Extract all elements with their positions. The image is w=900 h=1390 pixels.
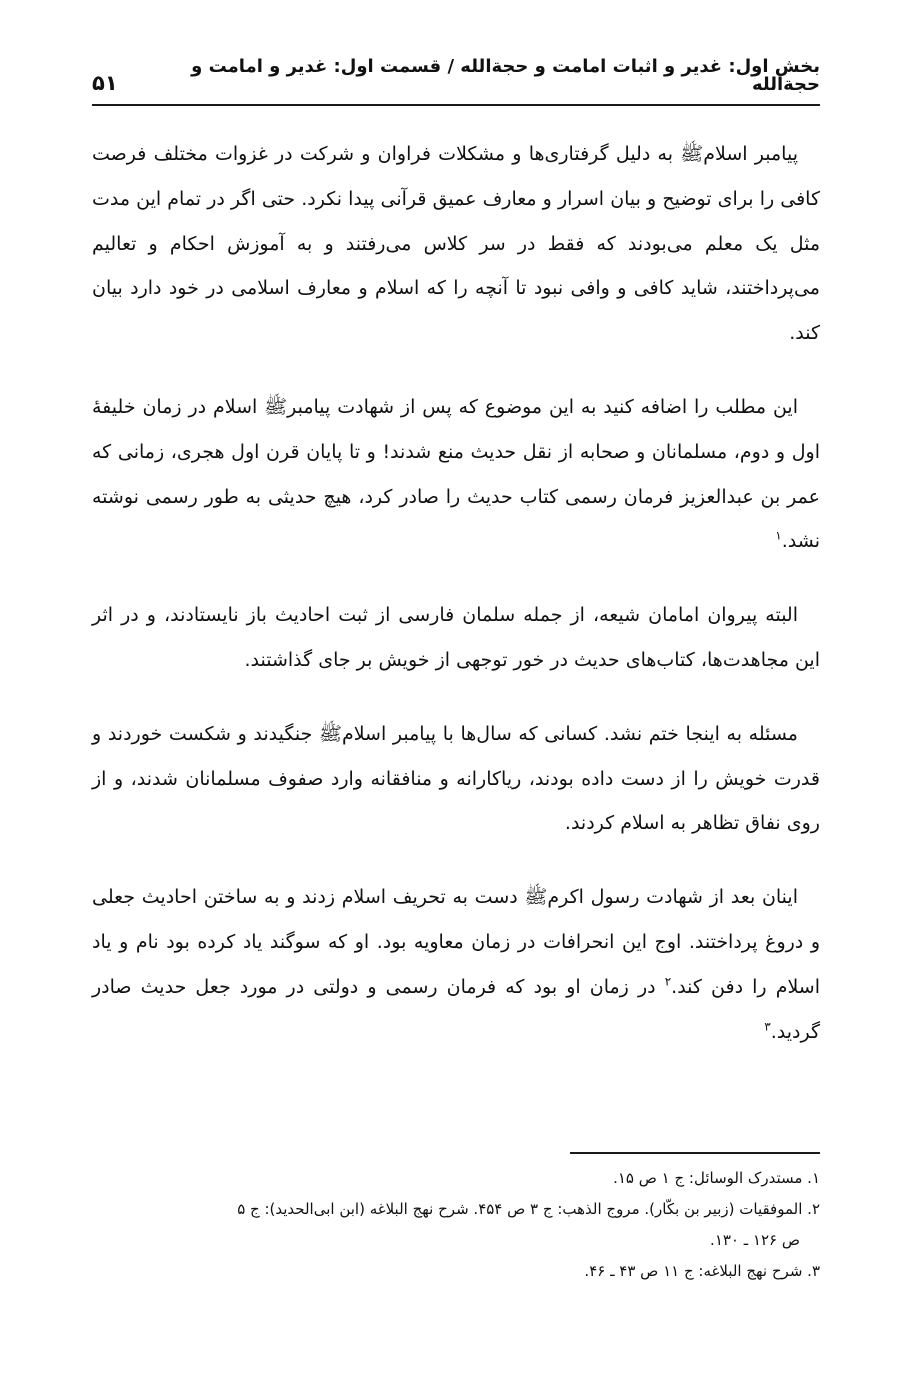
paragraph-5-text-b: در زمان او بود که فرمان رسمی و دولتی در مورد جعل حدیث صادر گردید. [92, 975, 820, 1043]
footnote-mark-2: ۲ [664, 974, 672, 989]
footnote-1: ۱. مستدرک الوسائل: ج ۱ ص ۱۵. [613, 1169, 820, 1187]
book-page [92, 56, 820, 1360]
paragraph-4-text: مسئله به اینجا ختم نشد. کسانی که سال‌ها با پیامبر اسلامﷺ جنگیدند و شکست خوردند و قدرت خویش را از دست داده بودند، ریاکارانه و منافقانه وارد صفوف مسلمانان شدند، و از روی نفاق تظاهر به اسلام کردند. [92, 722, 820, 835]
paragraph-3 [92, 593, 820, 683]
footnote-2: ۲. الموفقیات (زبیر بن بکّار). مروج الذهب: ج ۳ ص ۴۵۴. شرح نهج البلاغه (ابن ابی‌الحدید): ج ۵ [237, 1200, 820, 1218]
footnote-mark-3: ۳ [764, 1019, 771, 1034]
paragraph-2 [92, 385, 820, 564]
page-number: ۵۱ [92, 71, 118, 95]
paragraph-5-text-a: اینان بعد از شهادت رسول اکرمﷺ دست به تحریف اسلام زدند و به ساختن احادیث جعلی و دروغ پرداختند. اوج این انحرافات در زمان معاویه بود. او که سوگند یاد کرده بود نام و یاد اسلام را دفن کند. [92, 886, 820, 998]
body-text [92, 132, 820, 1054]
footnote-3: ۳. شرح نهج البلاغه: ج ۱۱ ص ۴۳ ـ ۴۶. [584, 1262, 820, 1280]
paragraph-1 [92, 132, 820, 356]
running-header [92, 56, 820, 106]
footnote-2-continued: ص ۱۲۶ ـ ۱۳۰. [710, 1231, 800, 1249]
paragraph-2-text: این مطلب را اضافه کنید به این موضوع که پس از شهادت پیامبرﷺ اسلام در زمان خلیفهٔ اول و دوم، مسلمانان و صحابه از نقل حدیث منع شدند! و تا پایان قرن اول هجری، زمانی که عمر بن عبدالعزیز فرمان رسمی کتاب حدیث را صادر کرد، هیچ حدیثی به طور رسمی نوشته نشد. [92, 395, 820, 553]
footnotes [92, 1163, 820, 1287]
paragraph-3-text: البته پیروان امامان شیعه، از جمله سلمان فارسی از ثبت احادیث باز نایستادند، و در اثر این مجاهدت‌ها، کتاب‌های حدیث در خور توجهی از خویش بر جای گذاشتند. [92, 604, 820, 671]
paragraph-5 [92, 875, 820, 1054]
header-title: بخش اول: غدیر و اثبات امامت و حجةالله / قسمت اول: غدیر و امامت و حجةالله [191, 56, 820, 95]
paragraph-1-text: پیامبر اسلامﷺ به دلیل گرفتاری‌ها و مشکلات فراوان و شرکت در غزوات مختلف فرصت کافی را برای توضیح و بیان اسرار و معارف عمیق قرآنی پیدا نکرد. حتی اگر در تمام این مدت مثل یک معلم می‌بودند که فقط در سر کلاس می‌رفتند و به آموزش احکام و تعالیم می‌پرداختند، شاید کافی و وافی نبود تا آنچه را که اسلام و معارف اسلامی در خود دارد بیان کند. [92, 143, 820, 345]
paragraph-4 [92, 712, 820, 846]
footnote-mark-1: ۱ [775, 529, 782, 544]
footnote-divider [570, 1152, 820, 1154]
